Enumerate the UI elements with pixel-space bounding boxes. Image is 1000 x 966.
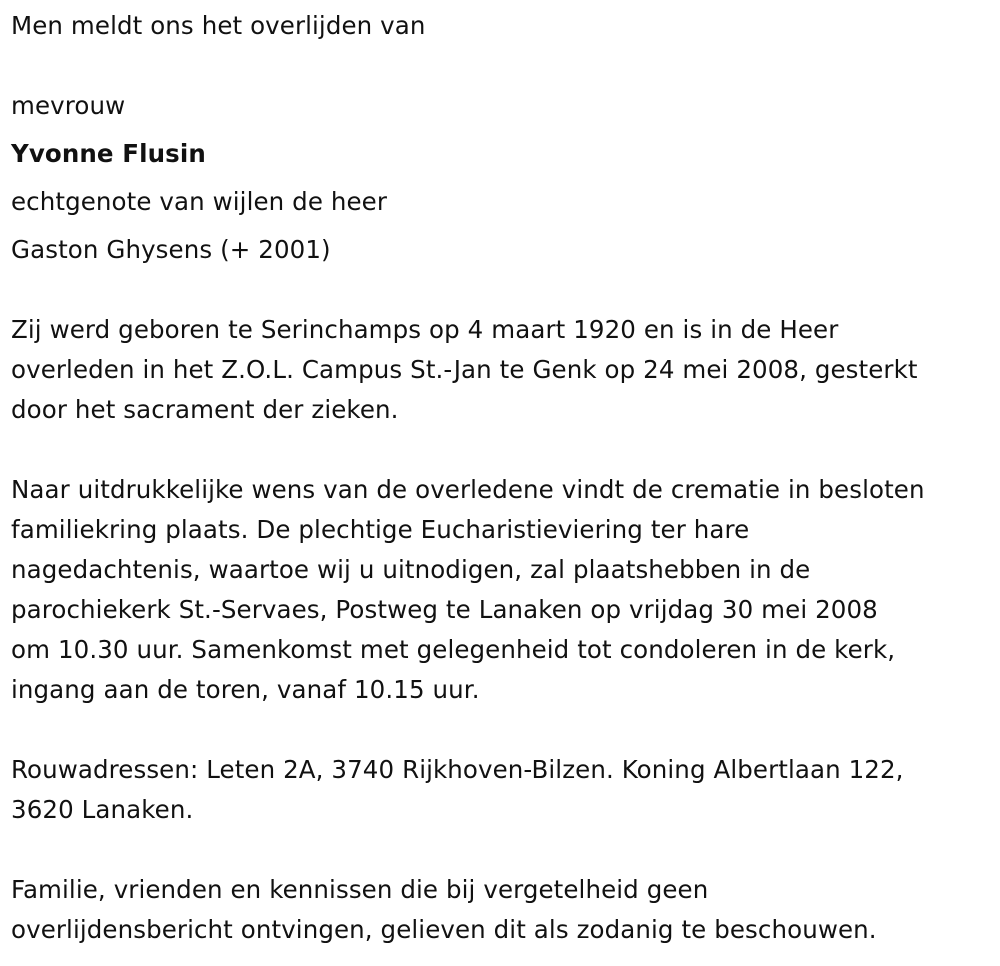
deceased-name: Yvonne Flusin xyxy=(11,139,206,168)
spacer xyxy=(11,126,988,134)
paragraph-line: overleden in het Z.O.L. Campus St.-Jan te Genk op 24 mei 2008, gesterkt xyxy=(11,355,918,384)
closing-paragraph xyxy=(11,870,988,950)
paragraph-line: overlijdensbericht ontvingen, gelieven dit als zodanig te beschouwen. xyxy=(11,915,877,944)
spacer xyxy=(11,222,988,230)
paragraph-line: door het sacrament der zieken. xyxy=(11,395,399,424)
ceremony-paragraph xyxy=(11,470,988,710)
spacer xyxy=(11,710,988,750)
addresses-paragraph xyxy=(11,750,988,830)
spacer xyxy=(11,174,988,182)
paragraph-line: Rouwadressen: Leten 2A, 3740 Rijkhoven-Bilzen. Koning Albertlaan 122, xyxy=(11,755,904,784)
paragraph-line: Zij werd geboren te Serinchamps op 4 maart 1920 en is in de Heer xyxy=(11,315,839,344)
spacer xyxy=(11,46,988,86)
spacer xyxy=(11,270,988,310)
paragraph-line: ingang aan de toren, vanaf 10.15 uur. xyxy=(11,675,480,704)
birth-death-paragraph xyxy=(11,310,988,430)
paragraph-line: om 10.30 uur. Samenkomst met gelegenheid tot condoleren in de kerk, xyxy=(11,635,896,664)
paragraph-line: Naar uitdrukkelijke wens van de overledene vindt de crematie in besloten xyxy=(11,475,925,504)
paragraph-line: Familie, vrienden en kennissen die bij vergetelheid geen xyxy=(11,875,709,904)
relation-text: echtgenote van wijlen de heer xyxy=(11,187,388,216)
spacer xyxy=(11,430,988,470)
paragraph-line: familiekring plaats. De plechtige Eucharistieviering ter hare xyxy=(11,515,750,544)
paragraph-line: parochiekerk St.-Servaes, Postweg te Lanaken op vrijdag 30 mei 2008 xyxy=(11,595,878,624)
spouse-name: Gaston Ghysens (+ 2001) xyxy=(11,235,331,264)
honorific: mevrouw xyxy=(11,91,126,120)
spacer xyxy=(11,830,988,870)
paragraph-line: 3620 Lanaken. xyxy=(11,795,194,824)
intro-text: Men meldt ons het overlijden van xyxy=(11,11,426,40)
paragraph-line: nagedachtenis, waartoe wij u uitnodigen, zal plaatshebben in de xyxy=(11,555,811,584)
